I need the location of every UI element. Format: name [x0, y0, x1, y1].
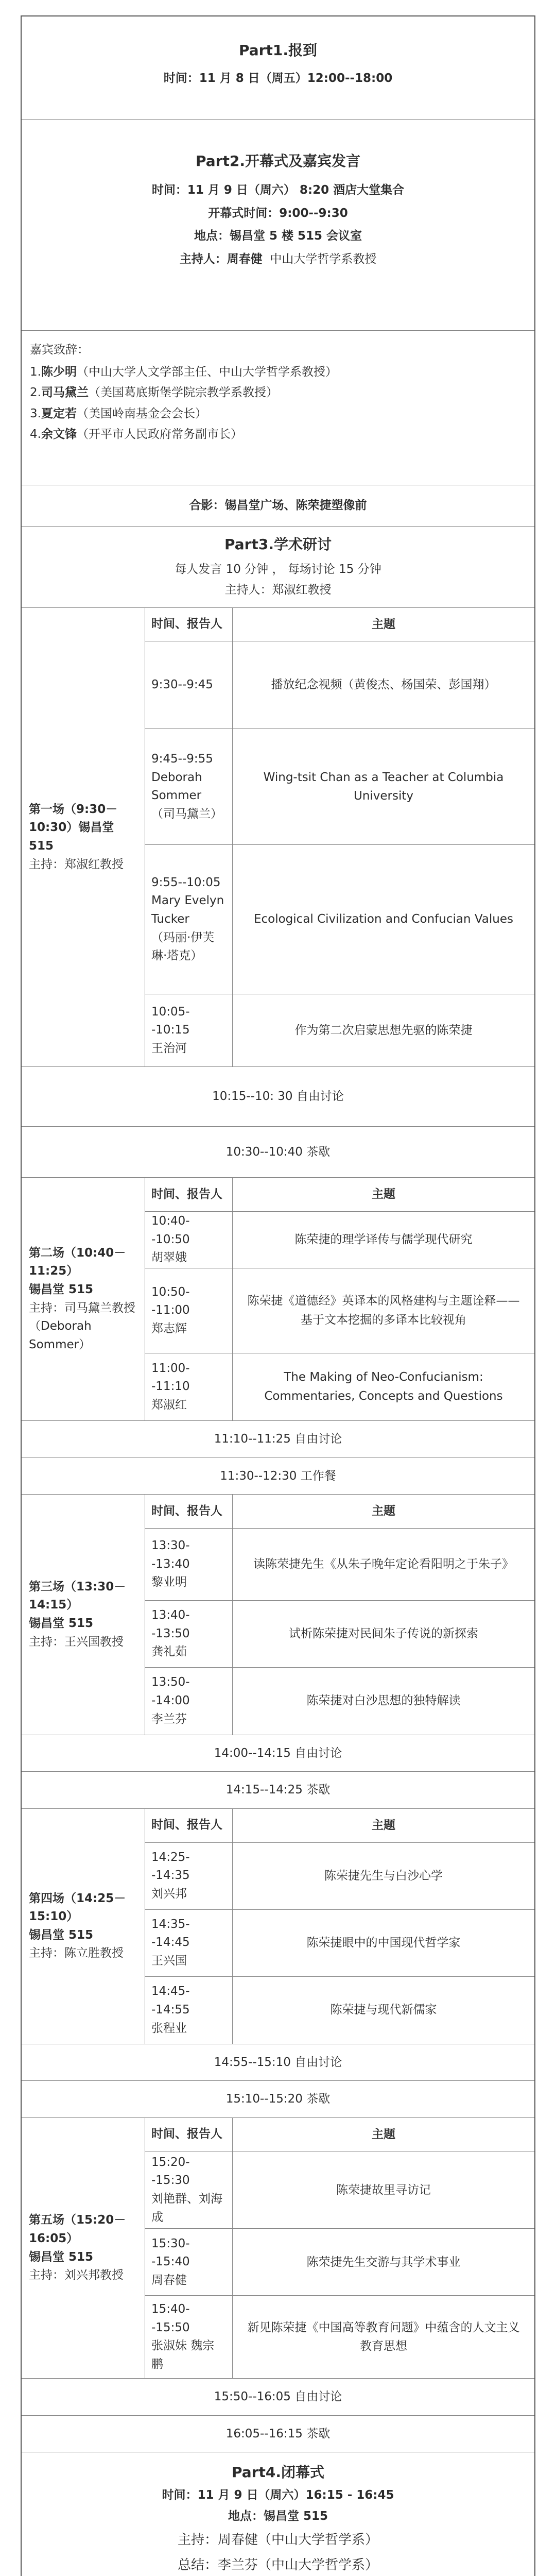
part4-summary: 总结：李兰芬（中山大学哲学系）	[177, 2557, 378, 2573]
table-row	[145, 2296, 534, 2378]
session-label: 第五场（15:20－ 16:05） 锡昌堂 515 主持：刘兴邦教授	[22, 2118, 145, 2379]
table-header	[145, 1495, 534, 1529]
topic: 陈荣捷对白沙思想的独特解读	[306, 1694, 461, 1708]
header-time-speaker: 时间、报告人	[145, 608, 233, 641]
host-affiliation: 中山大学哲学系教授	[270, 252, 377, 266]
speech-title: 嘉宾致辞：	[30, 343, 89, 357]
part1-time: 时间：11 月 8 日（周五）12:00--18:00	[163, 72, 393, 85]
speaker-name: 陈少明	[41, 365, 77, 379]
part2-location: 地点：锡昌堂 5 楼 515 会议室	[194, 229, 362, 243]
header-topic: 主题	[372, 2127, 395, 2141]
table-row	[145, 1212, 534, 1268]
table-row	[145, 1668, 534, 1735]
topic: 陈荣捷的理学译传与儒学现代研究	[294, 1233, 473, 1247]
break-row: 15:10--15:20 茶歇	[22, 2081, 534, 2118]
table-row	[145, 2229, 534, 2296]
speaker-item: 1.陈少明（中山大学人文学部主任、中山大学哲学系教授）	[30, 365, 337, 379]
session-label: 第四场（14:25－ 15:10） 锡昌堂 515 主持：陈立胜教授	[22, 1809, 145, 2044]
header-topic: 主题	[372, 1818, 395, 1832]
topic: 陈荣捷与现代新儒家	[330, 2003, 437, 2017]
header-time-speaker: 时间、报告人	[145, 2118, 233, 2151]
time-speaker: 9:45--9:55 Deborah Sommer （司马黛兰）	[145, 729, 233, 844]
table-header	[145, 1809, 534, 1843]
topic: 播放纪念视频（黄俊杰、杨国荣、彭国翔）	[271, 678, 496, 692]
time-speaker: 10:05--10:15 王治河	[145, 994, 233, 1066]
header-topic: 主题	[372, 1504, 395, 1518]
break-row: 10:15--10: 30 自由讨论	[22, 1067, 534, 1127]
group-photo: 合影：锡昌堂广场、陈荣捷塑像前	[22, 485, 534, 527]
time-speaker: 14:35--14:45 王兴国	[145, 1910, 233, 1976]
speaker-name: 夏定若	[41, 406, 77, 420]
schedule-table	[21, 15, 535, 2576]
break-row: 14:15--14:25 茶歇	[22, 1772, 534, 1809]
table-row	[145, 1529, 534, 1601]
session-grid	[145, 1809, 534, 2044]
table-row	[145, 1353, 534, 1420]
session-3	[22, 1495, 534, 1735]
table-row	[145, 1601, 534, 1668]
speaker-title: （美国岭南基金会会长）	[76, 406, 207, 420]
time-speaker: 15:40--15:50 张淑妹 魏宗 鹏	[145, 2296, 233, 2378]
time-speaker: 14:45--14:55 张程业	[145, 1977, 233, 2044]
part4-location: 地点：锡昌堂 515	[228, 2509, 328, 2523]
table-header	[145, 2118, 534, 2152]
part4-section	[22, 2452, 534, 2576]
table-row	[145, 641, 534, 729]
session-grid	[145, 1495, 534, 1735]
time-speaker: 11:00--11:10 郑淑红	[145, 1353, 233, 1420]
break-row: 16:05--16:15 茶歇	[22, 2416, 534, 2453]
session-grid	[145, 1178, 534, 1420]
speaker-name: 司马黛兰	[41, 386, 89, 399]
part2-host	[22, 250, 534, 268]
session-grid	[145, 2118, 534, 2379]
part3-rule: 每人发言 10 分钟 ， 每场讨论 15 分钟	[175, 562, 381, 576]
part4-title: Part4.闭幕式	[232, 2464, 324, 2481]
topic: 新见陈荣捷《中国高等教育问题》中蕴含的人文主义教育思想	[247, 2320, 520, 2353]
time-speaker: 13:30--13:40 黎业明	[145, 1529, 233, 1600]
topic: 试析陈荣捷对民间朱子传说的新探索	[289, 1626, 478, 1640]
part1-title: Part1.报到	[239, 42, 317, 59]
session-2	[22, 1178, 534, 1421]
time-speaker: 13:40--13:50 龚礼茹	[145, 1601, 233, 1667]
session-label: 第三场（13:30－ 14:15） 锡昌堂 515 主持：王兴国教授	[22, 1495, 145, 1735]
time-speaker: 10:40--10:50 胡翠娥	[145, 1212, 233, 1268]
part4-time: 时间：11 月 9 日（周六）16:15 - 16:45	[162, 2488, 394, 2502]
topic: 陈荣捷先生与白沙心学	[324, 1869, 443, 1883]
part3-host: 主持人：郑淑红教授	[224, 583, 332, 597]
session-label: 第二场（10:40－ 11:25） 锡昌堂 515 主持：司马黛兰教授 （Deborah Sommer）	[22, 1178, 145, 1420]
part3-title: Part3.学术研讨	[224, 535, 332, 553]
part2-title: Part2.开幕式及嘉宾发言	[196, 152, 360, 170]
break-row: 10:30--10:40 茶歇	[22, 1127, 534, 1178]
break-row: 14:55--15:10 自由讨论	[22, 2044, 534, 2081]
speaker-item: 4.余文锋（开平市人民政府常务副市长）	[30, 428, 242, 441]
topic: Wing-tsit Chan as a Teacher at Columbia University	[263, 770, 504, 803]
header-time-speaker: 时间、报告人	[145, 1178, 233, 1211]
table-row	[145, 729, 534, 845]
speaker-item: 3.夏定若（美国岭南基金会会长）	[30, 406, 207, 420]
topic: Ecological Civilization and Confucian Values	[253, 912, 514, 926]
table-row	[145, 1977, 534, 2044]
time-speaker: 15:30--15:40 周春健	[145, 2229, 233, 2295]
time-speaker: 15:20--15:30 刘艳群、刘海 成	[145, 2151, 233, 2228]
session-4	[22, 1809, 534, 2044]
session-label: 第一场（9:30－ 10:30）锡昌堂 515 主持：郑淑红教授	[22, 608, 145, 1067]
topic: 读陈荣捷先生《从朱子晚年定论看阳明之于朱子》	[253, 1557, 514, 1571]
table-header	[145, 608, 534, 642]
topic: 陈荣捷故里寻访记	[336, 2183, 431, 2197]
session-1	[22, 608, 534, 1067]
speaker-title: （中山大学人文学部主任、中山大学哲学系教授）	[76, 365, 337, 379]
table-row	[145, 845, 534, 994]
part2-section	[22, 120, 534, 331]
break-row: 11:10--11:25 自由讨论	[22, 1421, 534, 1458]
speaker-name: 余文锋	[41, 428, 77, 441]
part3-header	[22, 527, 534, 608]
table-row	[145, 1268, 534, 1353]
header-topic: 主题	[372, 617, 395, 631]
part1-section	[22, 16, 534, 120]
header-topic: 主题	[372, 1188, 395, 1201]
time-speaker: 10:50--11:00 郑志辉	[145, 1268, 233, 1353]
part2-time: 时间：11 月 9 日（周六） 8:20 酒店大堂集合	[151, 183, 405, 197]
break-row: 11:30--12:30 工作餐	[22, 1458, 534, 1495]
part2-open-time: 开幕式时间：9:00--9:30	[208, 206, 348, 220]
guest-speeches	[22, 331, 534, 485]
header-time-speaker: 时间、报告人	[145, 1809, 233, 1842]
break-row: 14:00--14:15 自由讨论	[22, 1735, 534, 1772]
session-grid	[145, 608, 534, 1067]
speaker-title: （开平市人民政府常务副市长）	[76, 428, 242, 441]
speaker-title: （美国葛底斯堡学院宗教学系教授）	[88, 386, 278, 399]
time-speaker: 9:30--9:45	[145, 641, 233, 728]
time-speaker: 14:25--14:35 刘兴邦	[145, 1843, 233, 1909]
topic: 陈荣捷《道德经》英译本的风格建构与主题诠释——基于文本挖掘的多译本比较视角	[247, 1294, 520, 1327]
break-row: 15:50--16:05 自由讨论	[22, 2379, 534, 2416]
session-5	[22, 2118, 534, 2379]
time-speaker: 9:55--10:05 Mary Evelyn Tucker （玛丽·伊芙 琳·塔克）	[145, 845, 233, 994]
speaker-item: 2.司马黛兰（美国葛底斯堡学院宗教学系教授）	[30, 386, 278, 399]
topic: 陈荣捷眼中的中国现代哲学家	[306, 1936, 461, 1950]
topic: The Making of Neo-Confucianism: Commentaries, Concepts and Questions	[264, 1370, 503, 1403]
table-row	[145, 2151, 534, 2229]
time-speaker: 13:50--14:00 李兰芬	[145, 1668, 233, 1735]
topic: 陈荣捷先生交游与其学术事业	[306, 2255, 461, 2269]
table-row	[145, 1843, 534, 1910]
host-name: 周春健	[227, 252, 263, 266]
table-header	[145, 1178, 534, 1212]
header-time-speaker: 时间、报告人	[145, 1495, 233, 1528]
part4-host: 主持：周春健（中山大学哲学系）	[177, 2532, 378, 2548]
host-label: 主持人：	[179, 252, 227, 266]
topic: 作为第二次启蒙思想先驱的陈荣捷	[294, 1023, 473, 1037]
table-row	[145, 1910, 534, 1977]
table-row	[145, 994, 534, 1066]
